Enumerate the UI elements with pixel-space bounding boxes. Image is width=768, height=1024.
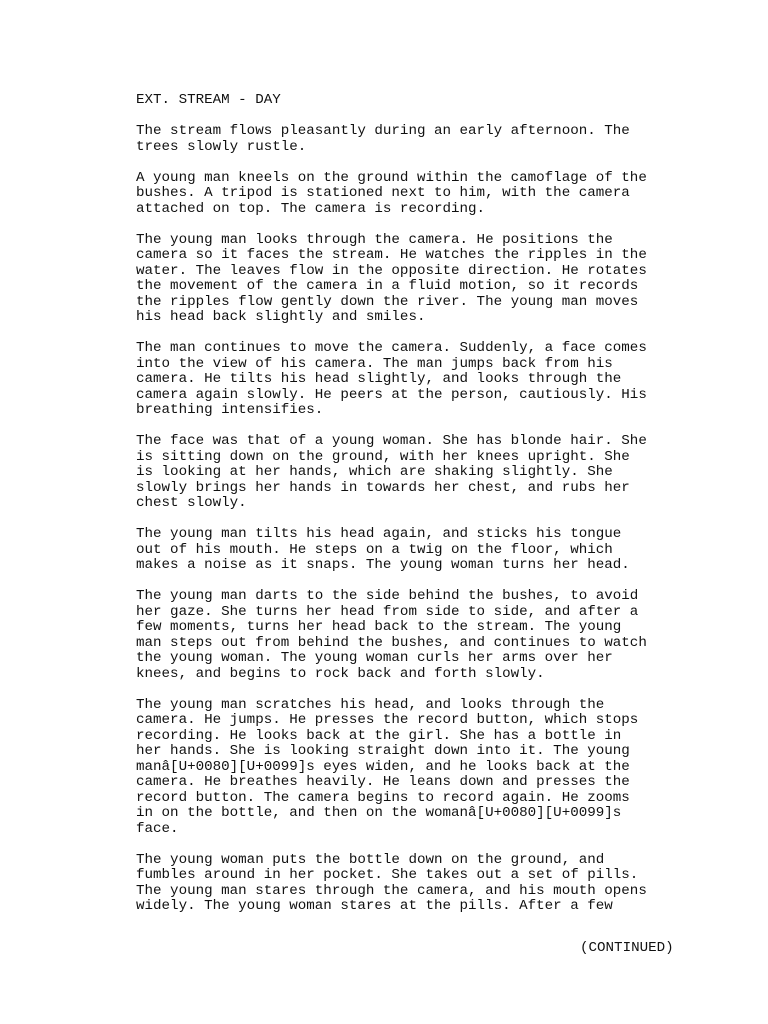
scene-heading: EXT. STREAM - DAY [136, 92, 281, 108]
action-paragraph: The face was that of a young woman. She has blonde hair. She is sitting down on the ground, with her knees upright. She is looking at her hands, which are shaking slightly. She slowly brings her hands in towards her chest, and rubs her chest slowly. [136, 433, 647, 511]
action-paragraph: The man continues to move the camera. Suddenly, a face comes into the view of his camera. The man jumps back from his camera. He tilts his head slightly, and looks through the camera again slowly. He peers at the person, cautiously. His breathing intensifies. [136, 340, 647, 418]
action-paragraph: The young woman puts the bottle down on the ground, and fumbles around in her pocket. She takes out a set of pills. The young man stares through the camera, and his mouth opens widely. The young woman stares at the pills. After a few [136, 851, 647, 914]
action-paragraph: The young man darts to the side behind the bushes, to avoid her gaze. She turns her head from side to side, and after a few moments, turns her head back to the stream. The young man steps out from behind the bushes, and continues to watch the young woman. The young woman curls her arms over her knees, and begins to rock back and forth slowly. [136, 588, 647, 682]
action-paragraph: The young man tilts his head again, and sticks his tongue out of his mouth. He steps on a twig on the floor, which makes a noise as it snaps. The young woman turns her head. [136, 526, 630, 573]
script-body [136, 93, 696, 930]
action-paragraph: The young man looks through the camera. He positions the camera so it faces the stream. He watches the ripples in the water. The leaves flow in the opposite direction. He rotates the movement of the camera in a fluid motion, so it records the ripples flow gently down the river. The young man moves his head back slightly and smiles. [136, 231, 647, 325]
action-paragraph: A young man kneels on the ground within the camoflage of the bushes. A tripod is stationed next to him, with the camera attached on top. The camera is recording. [136, 169, 647, 217]
action-paragraph: The stream flows pleasantly during an early afternoon. The trees slowly rustle. [136, 123, 630, 155]
action-paragraph: The young man scratches his head, and looks through the camera. He jumps. He presses the record button, which stops recording. He looks back at the girl. She has a bottle in her hands. She is looking straight down into it. The young manâ[U+0080][U+0099]s eyes widen, and he looks back at the camera. He breathes heavily. He leans down and presses the record button. The camera begins to record again. He zooms in on the bottle, and then on the womanâ[U+0080][U+0099]s face. [136, 696, 639, 837]
continued-label: (CONTINUED) [580, 940, 674, 956]
